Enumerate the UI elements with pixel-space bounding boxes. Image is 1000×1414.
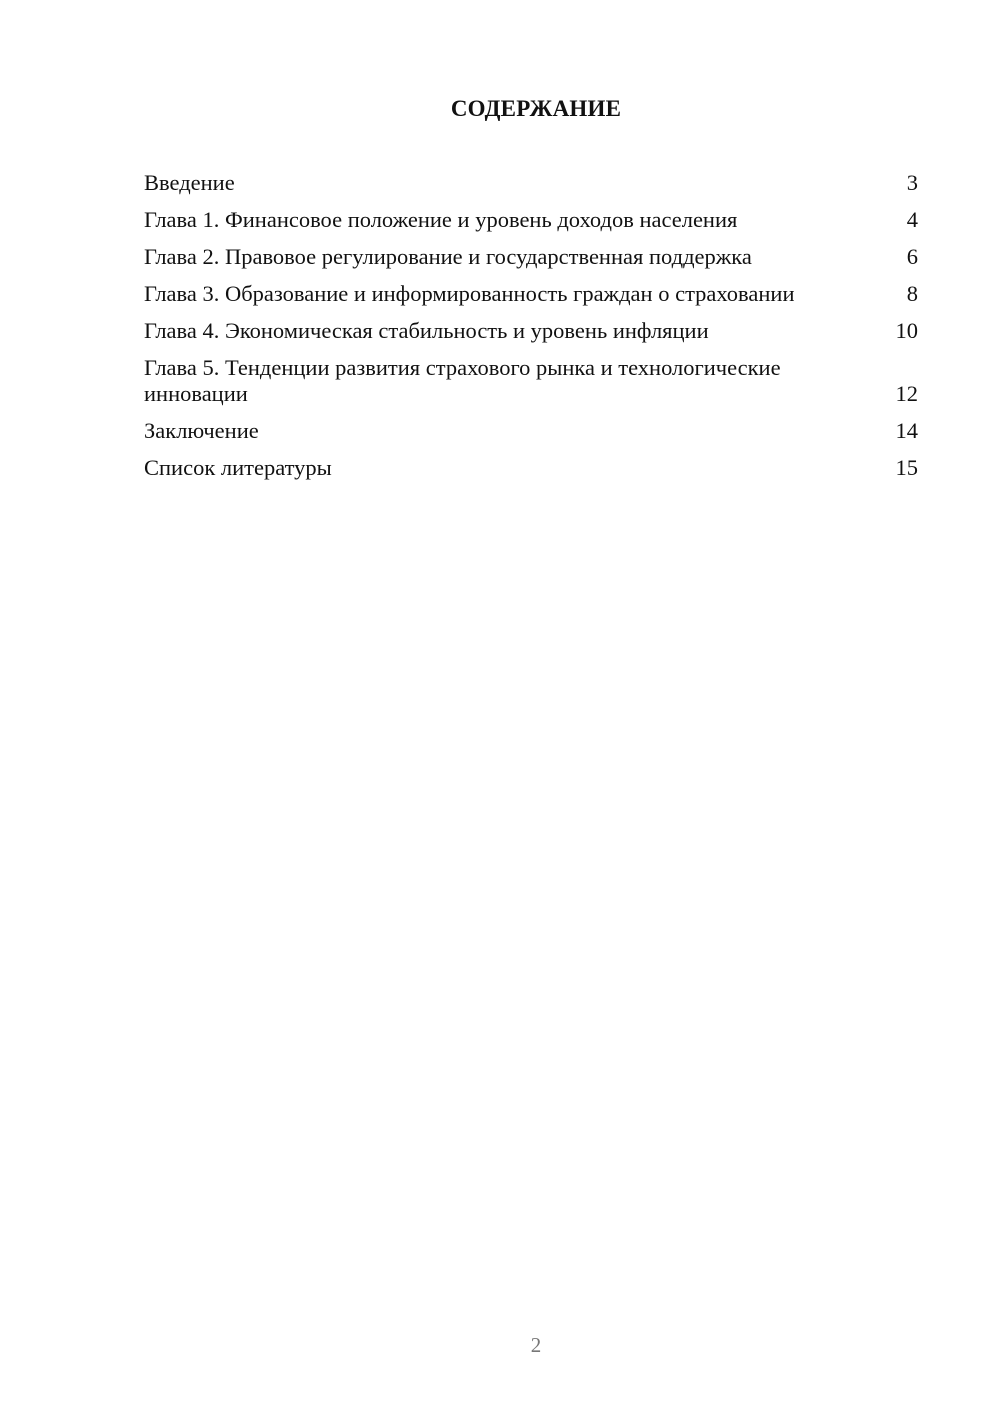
- toc-entry-conclusion[interactable]: [144, 418, 918, 444]
- toc-entry-title: Глава 2. Правовое регулирование и государственная поддержка: [144, 244, 752, 269]
- toc-entry-title: Глава 3. Образование и информированность граждан о страховании: [144, 281, 795, 306]
- toc-entry-page: 14: [895, 418, 918, 443]
- toc-entry-introduction[interactable]: [144, 170, 918, 196]
- toc-entry-chapter-5[interactable]: [144, 355, 918, 407]
- toc-entry-page: 8: [906, 281, 918, 306]
- toc-entry-chapter-1[interactable]: [144, 207, 918, 233]
- toc-entry-chapter-3[interactable]: [144, 281, 918, 307]
- page-number: 2: [530, 1333, 542, 1357]
- toc-entry-chapter-2[interactable]: [144, 244, 918, 270]
- toc-entry-page: 6: [906, 244, 918, 269]
- toc-entry-chapter-4[interactable]: [144, 318, 918, 344]
- toc-entry-page: 10: [895, 318, 918, 343]
- toc-entry-title: Глава 4. Экономическая стабильность и уровень инфляции: [144, 318, 709, 343]
- toc-entry-page: 3: [906, 170, 918, 195]
- toc-entry-title: Глава 1. Финансовое положение и уровень доходов населения: [144, 207, 738, 232]
- toc-entry-title: Список литературы: [144, 455, 332, 480]
- toc-entry-title: Введение: [144, 170, 235, 195]
- table-of-contents-heading: СОДЕРЖАНИЕ: [450, 96, 622, 121]
- table-of-contents: [144, 170, 918, 492]
- toc-entry-title: Заключение: [144, 418, 259, 443]
- toc-entry-page: 12: [895, 381, 918, 406]
- toc-entry-title: Глава 5. Тенденции развития страхового рынка и технологические инновации: [144, 355, 781, 406]
- toc-entry-page: 4: [906, 207, 918, 232]
- toc-entry-page: 15: [895, 455, 918, 480]
- toc-entry-references[interactable]: [144, 455, 918, 481]
